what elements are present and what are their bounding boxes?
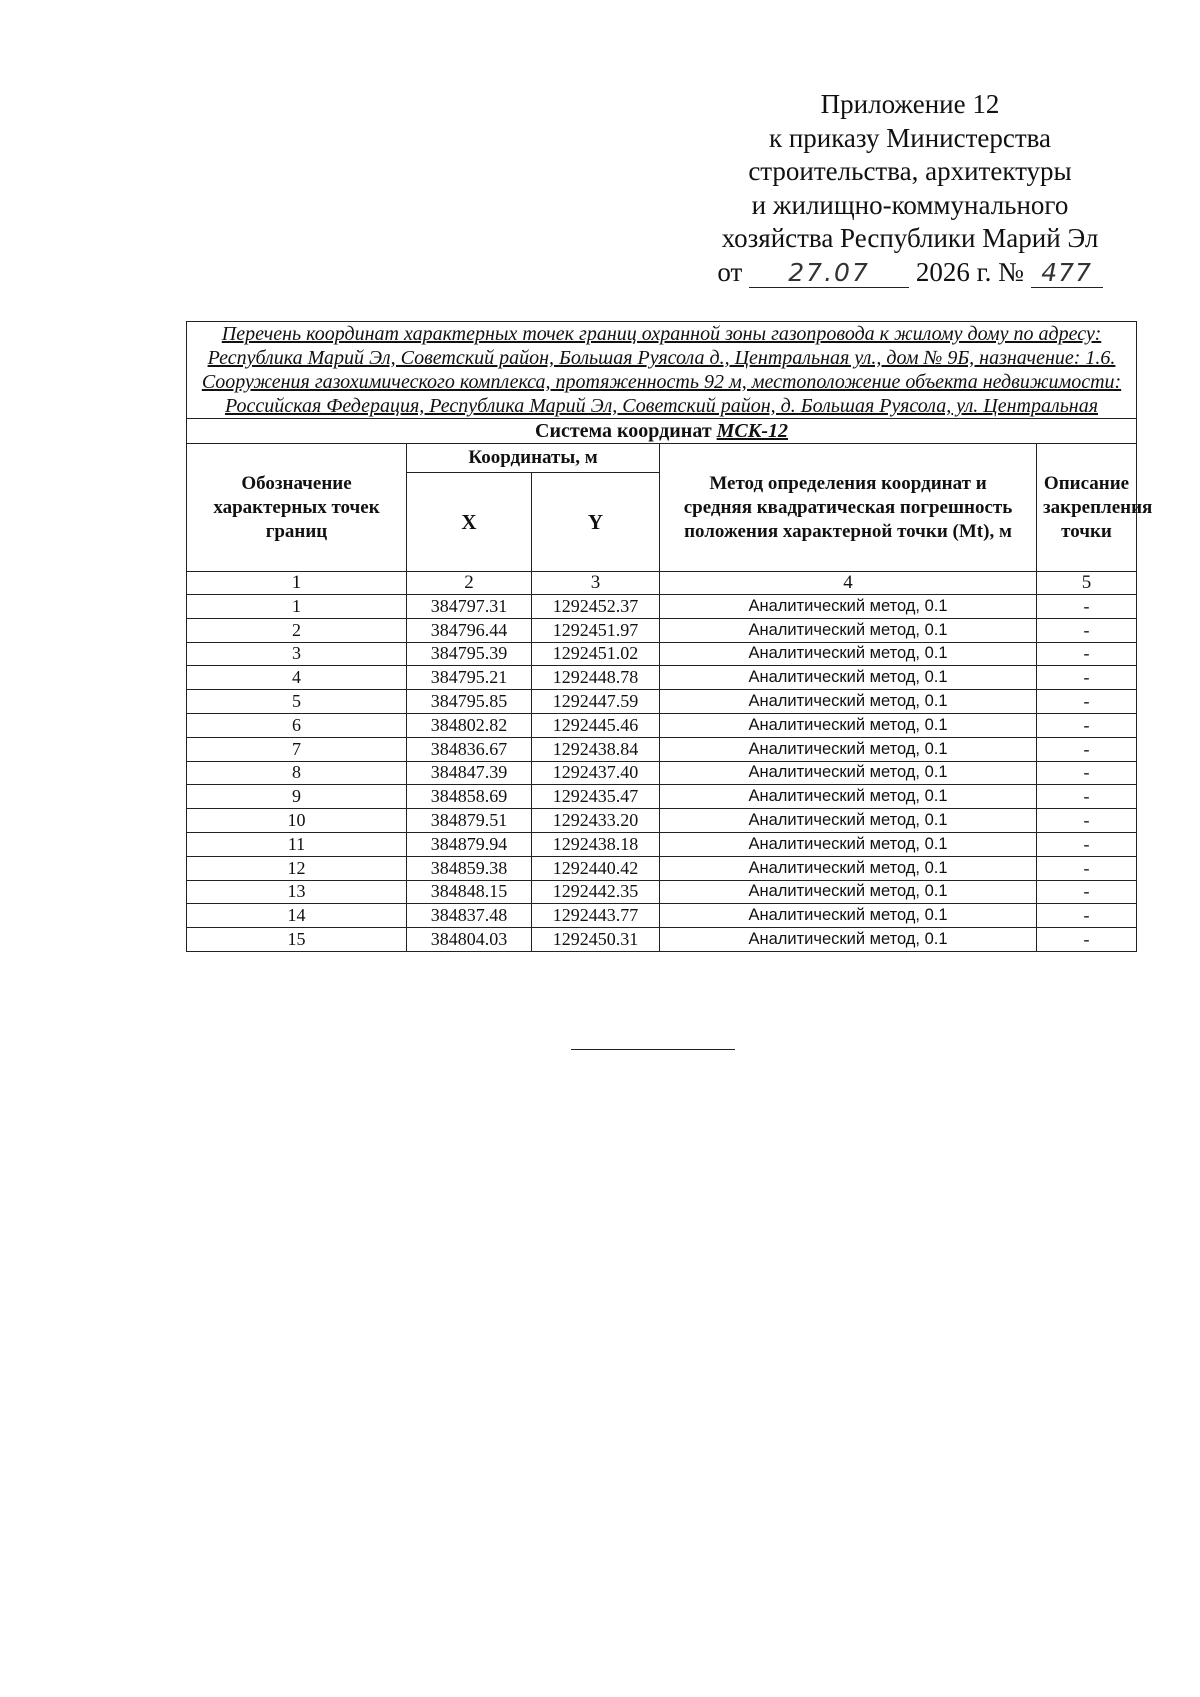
coordinate-system-row [187,419,1137,444]
point-cell: 8 [187,761,407,785]
x-coordinate-cell: 384837.48 [407,904,532,928]
point-cell: 15 [187,928,407,952]
y-coordinate-cell: 1292447.59 [532,690,660,714]
y-coordinate-cell: 1292438.18 [532,832,660,856]
ministry-line-3: хозяйства Республики Марий Эл [721,223,1099,253]
appendix-title: Приложение 12 [820,89,1000,119]
header-description: Описание закрепления точки [1037,444,1137,572]
order-reference: к приказу Министерства [768,122,1052,153]
coordinate-system-name: МСК-12 [716,419,788,442]
header-method: Метод определения координат и средняя квадратическая погрешность положения характерной точки (Mt), м [660,444,1037,572]
document-header [640,88,1180,289]
table-row [187,809,1137,833]
table-row [187,880,1137,904]
y-coordinate-cell: 1292442.35 [532,880,660,904]
method-cell: Аналитический метод, 0.1 [660,904,1037,928]
order-date-line [640,256,1180,290]
description-cell: - [1037,904,1137,928]
coordinate-system-label: Система координат [535,419,712,442]
y-coordinate-cell: 1292443.77 [532,904,660,928]
date-prefix: от [717,256,743,287]
y-coordinate-cell: 1292450.31 [532,928,660,952]
table-row [187,856,1137,880]
x-coordinate-cell: 384802.82 [407,713,532,737]
x-coordinate-cell: 384796.44 [407,618,532,642]
end-divider [571,1049,735,1050]
table-row [187,618,1137,642]
column-numbers-row [187,572,1137,595]
table-row [187,761,1137,785]
method-cell: Аналитический метод, 0.1 [660,666,1037,690]
table-row [187,832,1137,856]
table-row [187,737,1137,761]
x-coordinate-cell: 384848.15 [407,880,532,904]
point-cell: 4 [187,666,407,690]
table-row [187,642,1137,666]
table-row [187,595,1137,619]
point-cell: 11 [187,832,407,856]
description-cell: - [1037,809,1137,833]
column-number: 5 [1037,572,1137,595]
x-coordinate-cell: 384847.39 [407,761,532,785]
header-coordinates: Координаты, м [407,444,660,473]
x-coordinate-cell: 384879.51 [407,809,532,833]
table-row [187,904,1137,928]
point-cell: 10 [187,809,407,833]
point-cell: 12 [187,856,407,880]
handwritten-order-number: 477 [1031,259,1103,288]
column-number: 4 [660,572,1037,595]
ministry-line-1: строительства, архитектуры [748,156,1072,186]
method-cell: Аналитический метод, 0.1 [660,856,1037,880]
description-cell: - [1037,642,1137,666]
table-row [187,713,1137,737]
column-number: 2 [407,572,532,595]
point-cell: 13 [187,880,407,904]
description-cell: - [1037,737,1137,761]
y-coordinate-cell: 1292433.20 [532,809,660,833]
y-coordinate-cell: 1292445.46 [532,713,660,737]
column-number: 1 [187,572,407,595]
point-cell: 5 [187,690,407,714]
table-row [187,690,1137,714]
description-cell: - [1037,785,1137,809]
method-cell: Аналитический метод, 0.1 [660,880,1037,904]
description-cell: - [1037,690,1137,714]
point-cell: 3 [187,642,407,666]
description-cell: - [1037,713,1137,737]
method-cell: Аналитический метод, 0.1 [660,809,1037,833]
column-number: 3 [532,572,660,595]
point-cell: 9 [187,785,407,809]
description-cell: - [1037,928,1137,952]
description-cell: - [1037,832,1137,856]
y-coordinate-cell: 1292451.97 [532,618,660,642]
y-coordinate-cell: 1292437.40 [532,761,660,785]
description-cell: - [1037,618,1137,642]
point-cell: 7 [187,737,407,761]
method-cell: Аналитический метод, 0.1 [660,832,1037,856]
x-coordinate-cell: 384858.69 [407,785,532,809]
coordinates-table [186,321,1153,952]
y-coordinate-cell: 1292440.42 [532,856,660,880]
table-row [187,928,1137,952]
method-cell: Аналитический метод, 0.1 [660,618,1037,642]
description-cell: - [1037,595,1137,619]
table-row [187,785,1137,809]
x-coordinate-cell: 384795.21 [407,666,532,690]
x-coordinate-cell: 384859.38 [407,856,532,880]
x-coordinate-cell: 384836.67 [407,737,532,761]
method-cell: Аналитический метод, 0.1 [660,761,1037,785]
y-coordinate-cell: 1292438.84 [532,737,660,761]
header-y: Y [532,473,660,572]
handwritten-date: 27.07 [749,259,909,288]
table-caption [187,322,1137,419]
description-cell: - [1037,880,1137,904]
header-designation: Обозначение характерных точек границ [187,444,407,572]
method-cell: Аналитический метод, 0.1 [660,713,1037,737]
y-coordinate-cell: 1292451.02 [532,642,660,666]
method-cell: Аналитический метод, 0.1 [660,785,1037,809]
x-coordinate-cell: 384795.39 [407,642,532,666]
table-row [187,666,1137,690]
x-coordinate-cell: 384804.03 [407,928,532,952]
ministry-line-2: и жилищно-коммунального [751,189,1069,220]
table-caption-text: Перечень координат характерных точек границ охранной зоны газопровода к жилому дому по адресу: Республика Марий Эл, Советский район, Большая Руясола д., Центральная ул., дом № 9Б, назначение: 1.6. Сооружения газохимического комплекса, протяженность 92 м, местоположение объекта недвижимости: Российская Федерация, Республика Марий Эл, Советский район, д. Большая Руясола, ул. Центральная [201,323,1122,417]
description-cell: - [1037,761,1137,785]
y-coordinate-cell: 1292435.47 [532,785,660,809]
x-coordinate-cell: 384795.85 [407,690,532,714]
x-coordinate-cell: 384879.94 [407,832,532,856]
point-cell: 2 [187,618,407,642]
description-cell: - [1037,856,1137,880]
method-cell: Аналитический метод, 0.1 [660,690,1037,714]
method-cell: Аналитический метод, 0.1 [660,928,1037,952]
method-cell: Аналитический метод, 0.1 [660,737,1037,761]
table-body [187,595,1137,952]
header-x: X [407,473,532,572]
point-cell: 6 [187,713,407,737]
y-coordinate-cell: 1292448.78 [532,666,660,690]
method-cell: Аналитический метод, 0.1 [660,595,1037,619]
order-year: 2026 г. № [915,256,1024,287]
y-coordinate-cell: 1292452.37 [532,595,660,619]
point-cell: 1 [187,595,407,619]
point-cell: 14 [187,904,407,928]
method-cell: Аналитический метод, 0.1 [660,642,1037,666]
x-coordinate-cell: 384797.31 [407,595,532,619]
description-cell: - [1037,666,1137,690]
